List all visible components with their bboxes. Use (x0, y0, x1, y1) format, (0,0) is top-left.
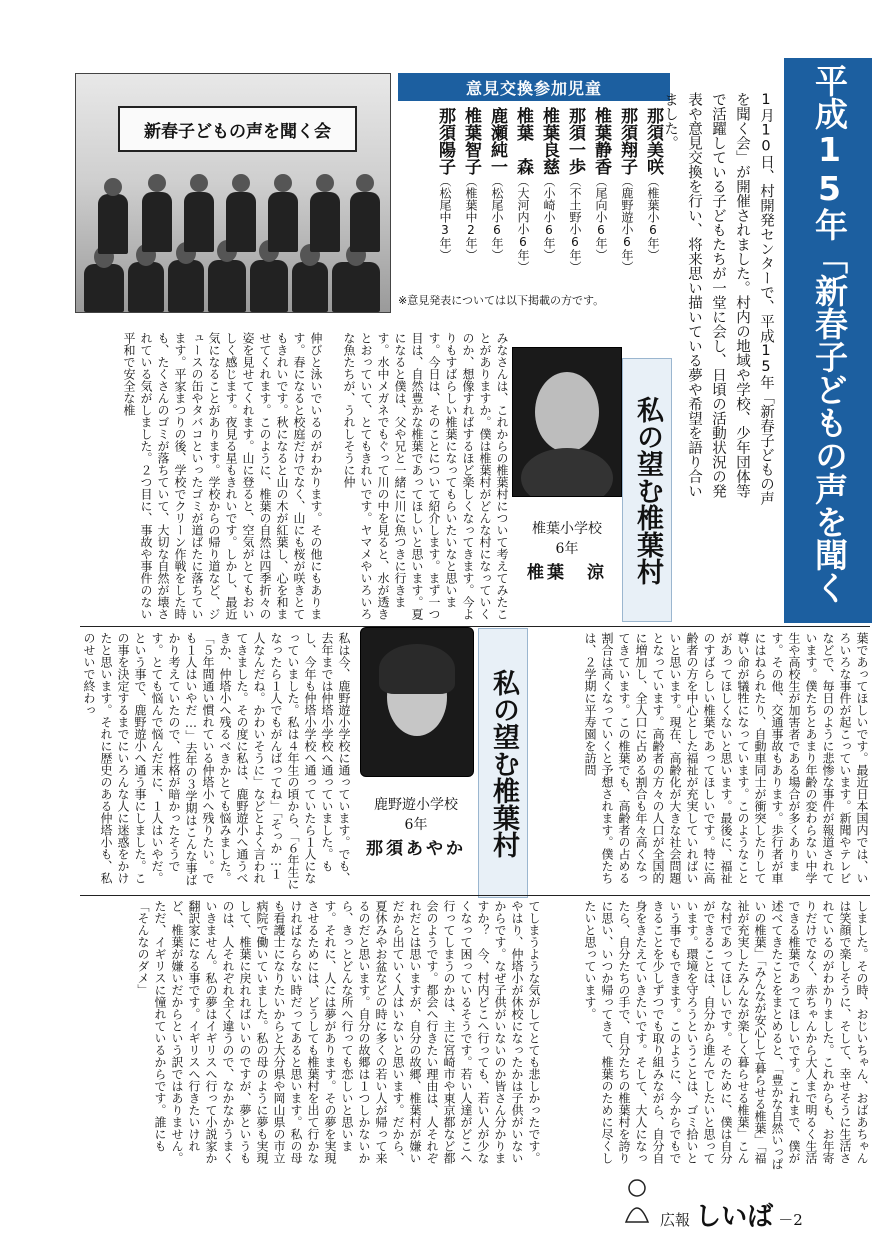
essay1-school: 椎葉小学校 (532, 521, 602, 537)
footer-title: しいば (695, 1202, 774, 1232)
mascot-illustration (620, 1176, 654, 1224)
participant-school: （鹿野遊小6年） (620, 175, 634, 273)
essay1-continuation: 葉であってほしいです。最近日本国内では、いろいろな事件が起こっています。新聞やテレビなどで、毎日のように悲惨な事件が報道されています。僕たちとあまり年齢の変わらない中学生や高校生が加害者である場合が多くあります。その他、交通事故もあります。歩行者が車にはねられたり、自動車同士が衝突したりして尊い命が犠牲になっています。このようなことがあってほしくないと思います。最後に、福祉のすばらしい椎葉であってほしいです。特に高齢者の方を中心とした福祉が充実していればいいと思います。現在、高齢化が大きな社会問題となっています。高齢者の方々の人口が全国的に増加し、全人口に占める割合も年々高くなってきています。この椎葉でも、高齢者の占める割合は高くなっていくと予想されます。僕たちは、２学期に平寿園を訪問 (583, 632, 869, 884)
essay2-grade: 6年 (404, 817, 428, 833)
participant-name: 椎葉智子 (461, 107, 481, 175)
essay2-school: 鹿野遊小学校 (374, 797, 458, 813)
participant-name: 那須一歩 (565, 107, 585, 175)
essay1-title: 私の望む椎葉村 (622, 358, 672, 622)
footer (660, 1196, 803, 1233)
headline-year: 平成15年 (810, 64, 849, 241)
photo-banner: 新春子どもの声を聞く会 (118, 106, 357, 152)
participant-name: 那須美咲 (643, 107, 663, 175)
lower-divider (80, 895, 870, 896)
footer-prefix: 広報 (660, 1211, 691, 1229)
essay1-caption (512, 518, 622, 583)
essay1-conclusion: しました。その時、おじいちゃん、おばあちゃんは笑顔で楽しそうに、そして、幸せそうに生活されているのがわかりました。これからも、お年寄りだけでなく、赤ちゃんから大人まで明るく生活できる椎葉であってほしいです。これまで、僕が述べてきたことをまとめると、「豊かな自然いっぱいの椎葉」「みんなが安心して暮らせる椎葉」「福祉が充実したみんなが楽しく暮らせる椎葉」こんな村であってほしいです。そのために、僕は自分ができることは、自分から進んでしたいと思っています。環境を守ろうということは、ゴミ拾いという事でもできます。このように、今からでもできることを少しずつでも取り組みながら、自分自身をきたえていきたいです。そして、大人になったら、自分たちの手で、自分たちの椎葉村を誇りに思い、いつか帰ってきて、椎葉のために尽くしたいと思っています。 (583, 900, 869, 1170)
participant-school: （松尾小6年） (490, 175, 504, 261)
essay1-author: 椎葉 涼 (527, 563, 607, 583)
essay2-body-top: 私は今、鹿野遊小学校に通っています。でも、去年までは仲塔小学校へ通っていました。もし、今年も仲塔小学校へ通っていたら１人になっていました。私は４年生の頃から、「６年生になったら１人でもがんばってね」「そっか…１人なんだね。かわいそうに」などとよく言われてきました。その度に私は、鹿野遊小へ通うべきか、仲塔小へ残るべきかとても悩みました。「５年間通い慣れている仲塔小へ残りたい。でも１人はいやだ…」去年の３学期はこんな事ばかり考えていたので、性格が暗かったそうです。とても悩んで悩んだ末に、１人はいやだ。という事で、鹿野遊小へ通う事にしました。この事を決定するまでにいろんな人に迷惑をかけたと思います。それに歴史のある仲塔小も、私のせいで終わっ (82, 632, 351, 890)
essay1-body-bottom: 伸びと泳いでいるのがわかります。その他にもあります。春になると校庭だけでなく、山にも桜が咲きとてもきれいです。秋になると山の木が紅葉し、心を和ませてくれます。このように、椎葉の自然は四季折々の姿を見せてくれます。山に登ると、空気がとてもおいしく感じます。夜見る星もきれいです。しかし、最近気になることがあります。学校からの帰り道など、ジュースの缶やタバコといったゴミが道ばたに落ちています。平家まつりの後、学校でクリーン作戦をした時も、たくさんのゴミが落ちていて、大切な自然が壊されている気がしました。２つ目に、事故や事件のない平和で安全な椎 (122, 332, 323, 620)
participant-school: （尾向小6年） (594, 175, 608, 261)
participant-name: 那須翔子 (617, 107, 637, 175)
participant-name: 椎葉静香 (591, 107, 611, 175)
group-photo (75, 73, 391, 313)
essay1-portrait (512, 347, 622, 497)
section-divider (80, 626, 870, 627)
participant-school: （大河内小6年） (516, 175, 530, 273)
essay2-title: 私の望む椎葉村 (478, 628, 528, 898)
essay2-continuation: てしまうような気がしてとても悲しかったです。やはり、仲塔小が休校になったかは子供がいないからです。なぜ子供がいないのか皆さん分かりますか？ 今、村内どこへ行っても、若い人が少なくなって困っているそうです。若い人達がどこへ行ってしまうのかは、主に宮崎市や東京都など都会のようです。都会へ行きたい理由は、人それぞれだとは思いますが、自分の故郷、椎葉村が嫌いだから出ていく人はいないと思います。だから、夏休みやお盆などの時に多くの若い人が帰って来るのだと思います。自分の故郷は１つしかないから、きっとどんな所へ行っても恋しいと思います。それに、人には夢があります。その夢を実現させるためには、どうしても椎葉村を出て行かなければならない時だってあると思います。私の母も看護士になりたいからと大分県や岡山県の市立病院で働いていました。私の母のように夢も実現して、椎葉に戻れればいいのですが、夢というものは、人それぞれ全く違うので、なかなかうまくいきません。私の夢はイギリスへ行って小説家か翻訳家になる事です。イギリスへ行きたいけれど、椎葉が嫌いだからという訳ではありません。ただ、イギリスに憧れているからです。誰にも「そんなのダメ」 (136, 900, 541, 1164)
participant-name: 鹿瀬純一 (487, 107, 507, 175)
participants-heading: 意見交換参加児童 (398, 73, 670, 101)
participant-school: （椎葉小6年） (646, 175, 660, 261)
participant-school: （松尾中3年） (438, 175, 452, 261)
essay2-author: 那須あやか (366, 839, 466, 859)
participant-school: （不土野小6年） (568, 175, 582, 273)
participant-item (614, 107, 640, 342)
participant-school: （椎葉中2年） (464, 175, 478, 261)
essay1-grade: 6年 (555, 541, 579, 557)
participants-note: ※意見発表については以下掲載の方です。 (398, 294, 605, 307)
participant-name: 椎葉 森 (513, 107, 533, 175)
headline (740, 64, 864, 619)
participant-name: 那須陽子 (435, 107, 455, 175)
footer-page: －2 (778, 1211, 803, 1229)
essay2-caption (354, 794, 478, 859)
headline-event: 「新春子どもの声を聞く会」 (740, 64, 849, 604)
participant-name: 椎葉良慈 (539, 107, 559, 175)
essay2-portrait (360, 627, 474, 777)
participant-school: （小崎小6年） (542, 175, 556, 261)
intro-text: 1月10日、村開発センターで、平成15年「新春子どもの声を聞く会」が開催されました。村内の地域や学校、少年団体等で活躍している子どもたちが一堂に会し、日頃の活動状況の発表や意見交換を行い、将来思い描いている夢や希望を語り合いました。 (662, 92, 774, 506)
participants-panel (398, 73, 670, 313)
essay1-body-top: みなさんは、これからの椎葉村について考えてみたことがありますか。僕は椎葉村がどんな村になっていくのか、想像すればするほど楽しくなってきます。今よりもすばらしい椎葉になってもらいたいなと思います。今日は、そのことについて紹介します。まず一つ目は、自然豊かな椎葉であってほしいと思います。夏になると僕は、父や兄と一緒に川に魚つきに行きます。水中メガネでもぐって川の中を見ると、水が透きとおっていて、とてもきれいです。ヤマメやいろいろな魚たちが、うれしそうに仲 (342, 332, 509, 620)
